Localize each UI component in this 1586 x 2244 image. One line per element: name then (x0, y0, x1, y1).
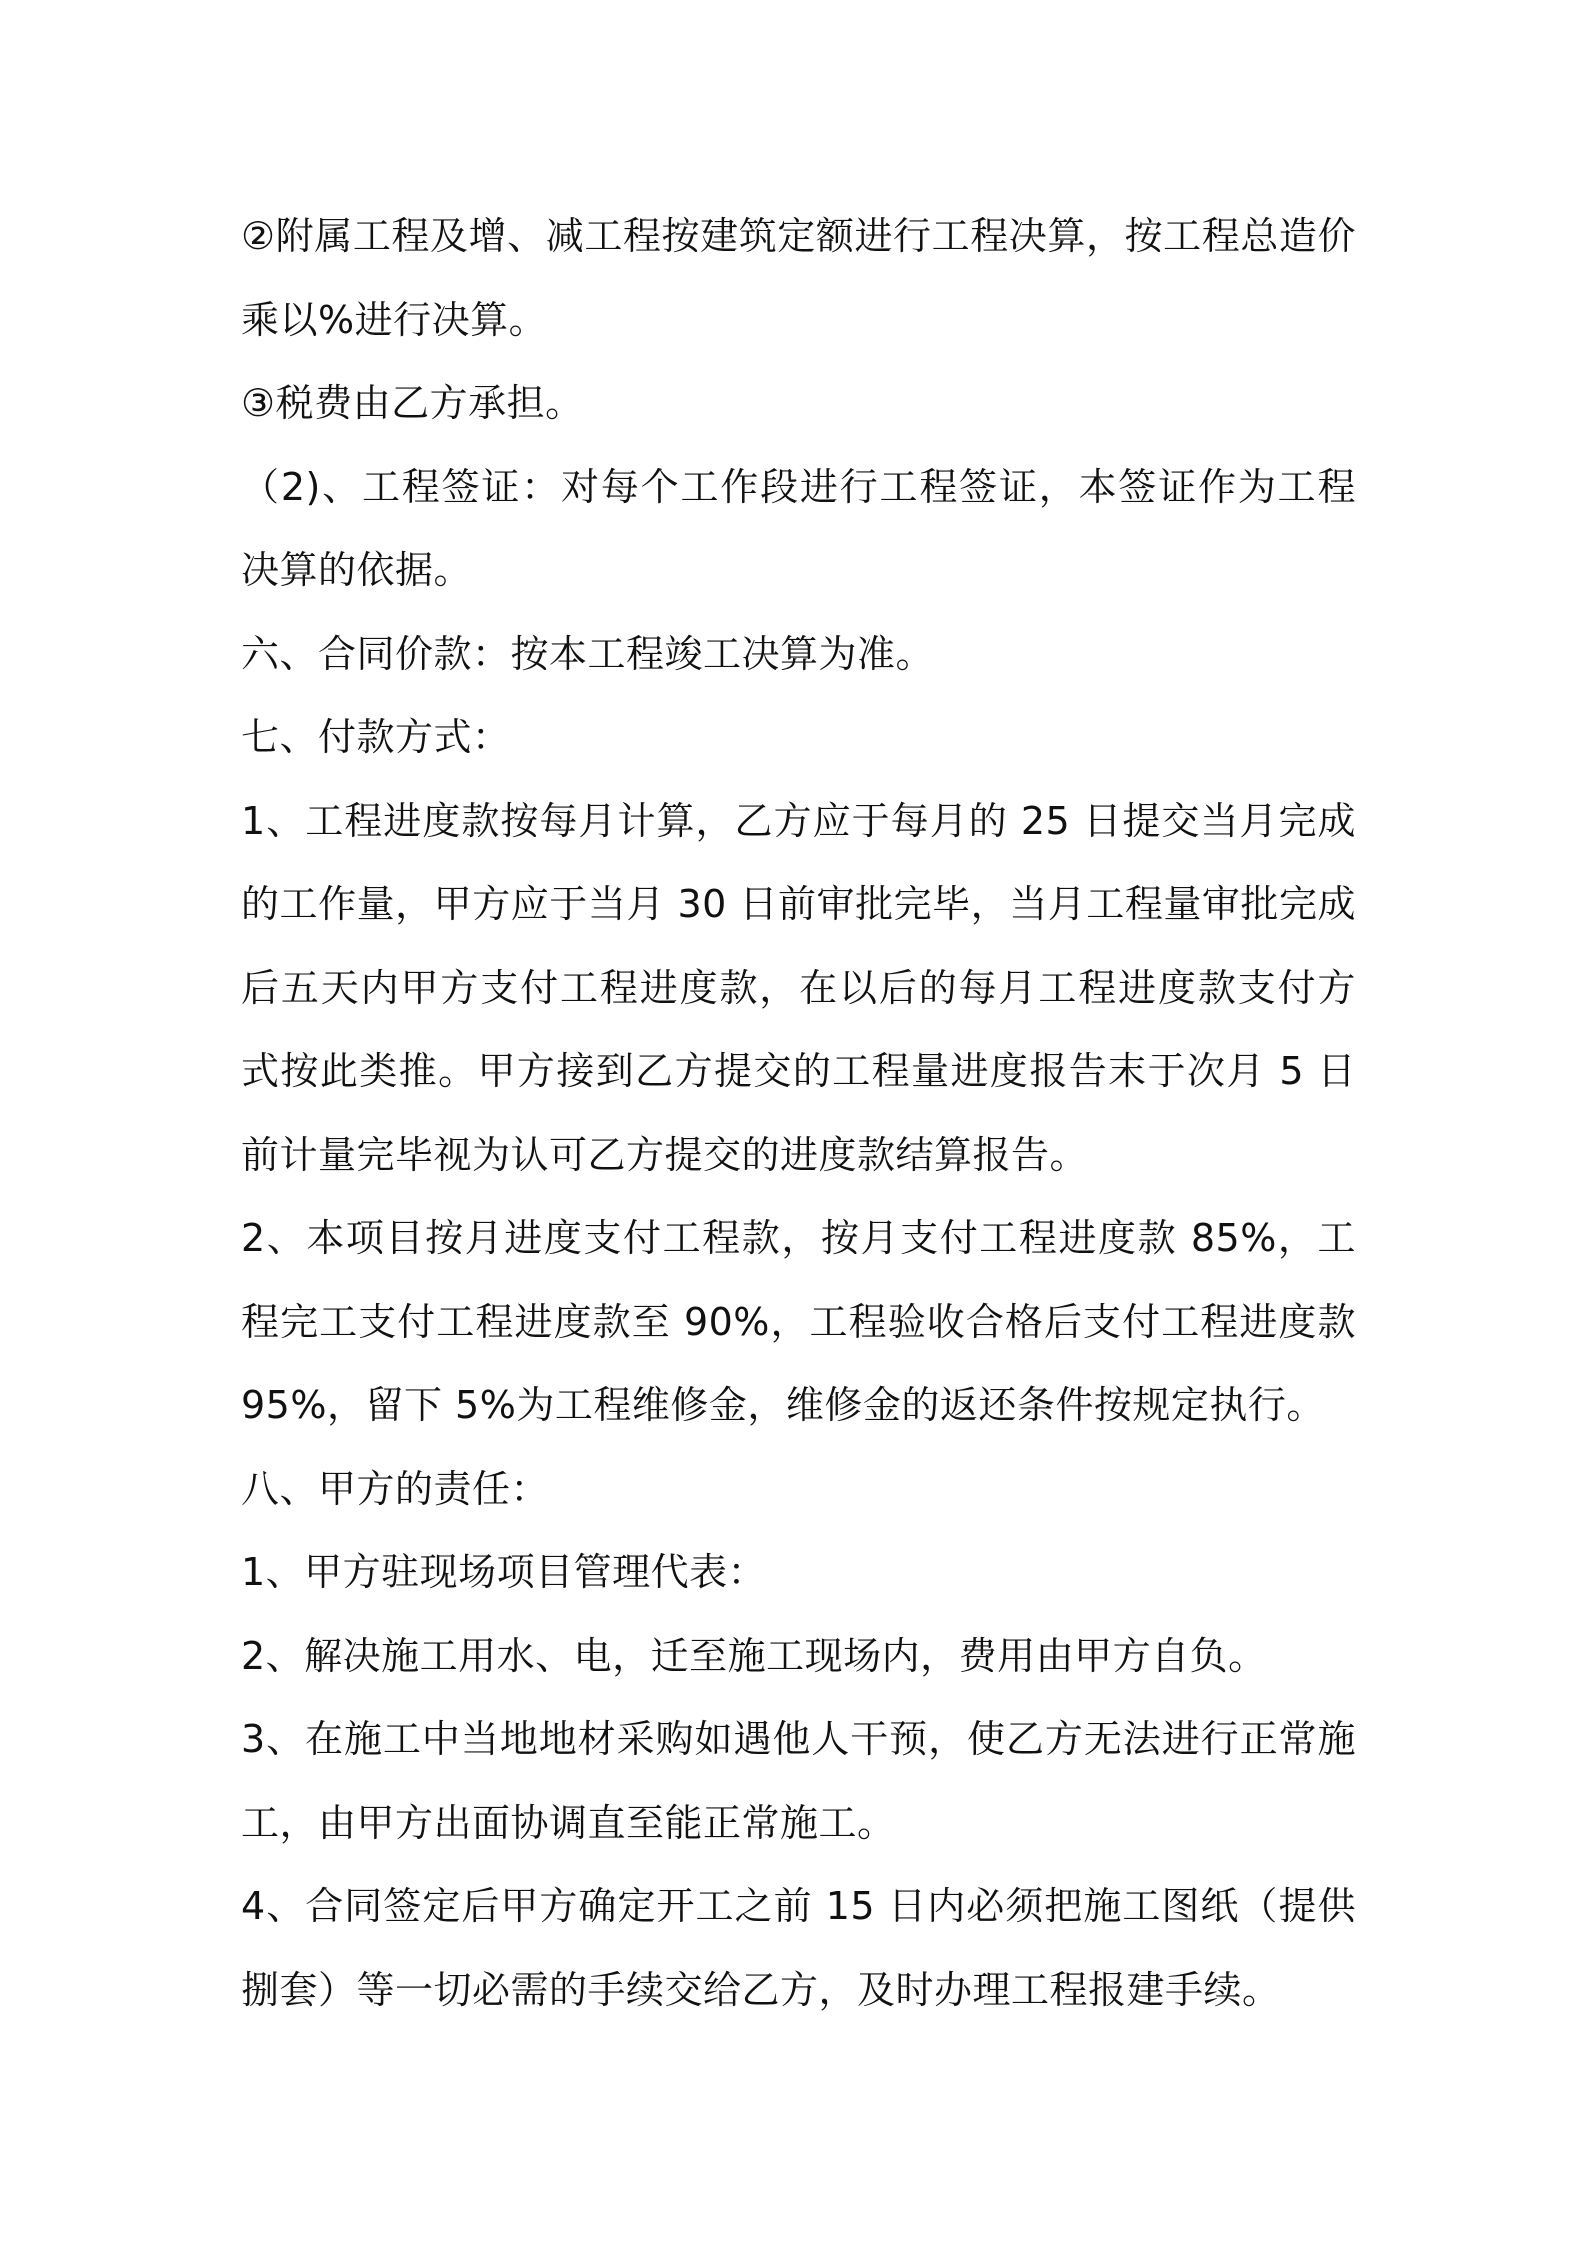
paragraph-payment-ratio: 2、本项目按月进度支付工程款，按月支付工程进度款 85%，工程完工支付工程进度款至 90%，工程验收合格后支付工程进度款 95%，留下 5%为工程维修金，维修金的返还条件按规定执行。 (241, 1216, 1356, 1427)
heading-payment-method: 七、付款方式： (241, 715, 511, 759)
paragraph-water-electricity: 2、解决施工用水、电，迁至施工现场内，费用由甲方自负。 (241, 1633, 1267, 1678)
heading-party-a-responsibility: 八、甲方的责任： (241, 1466, 550, 1511)
heading-contract-price: 六、合同价款：按本工程竣工决算为准。 (241, 631, 935, 676)
paragraph-site-representative: 1、甲方驻现场项目管理代表： (241, 1550, 767, 1594)
paragraph-visa: （2)、工程签证：对每个工作段进行工程签证，本签证作为工程决算的依据。 (241, 464, 1356, 592)
paragraph-drawings-procedures: 4、合同签定后甲方确定开工之前 15 日内必须把施工图纸（提供捌套）等一切必需的手续交给乙方，及时办理工程报建手续。 (241, 1884, 1356, 2012)
paragraph-tax: ③税费由乙方承担。 (241, 381, 584, 425)
paragraph-progress-payment: 1、工程进度款按每月计算，乙方应于每月的 25 日提交当月完成的工作量，甲方应于当月 30 日前审批完毕，当月工程量审批完成后五天内甲方支付工程进度款，在以后的每月工程进度款支付方式按此类推。甲方接到乙方提交的工程量进度报告末于次月 5 日前计量完毕视为认可乙方提交的进度款结算报告。 (241, 798, 1356, 1177)
paragraph-material-coordination: 3、在施工中当地地材采购如遇他人干预，使乙方无法进行正常施工，由甲方出面协调直至能正常施工。 (241, 1717, 1356, 1845)
paragraph-settlement-method: ②附属工程及增、减工程按建筑定额进行工程决算，按工程总造价乘以%进行决算。 (241, 214, 1356, 342)
document-body (241, 195, 1356, 2032)
